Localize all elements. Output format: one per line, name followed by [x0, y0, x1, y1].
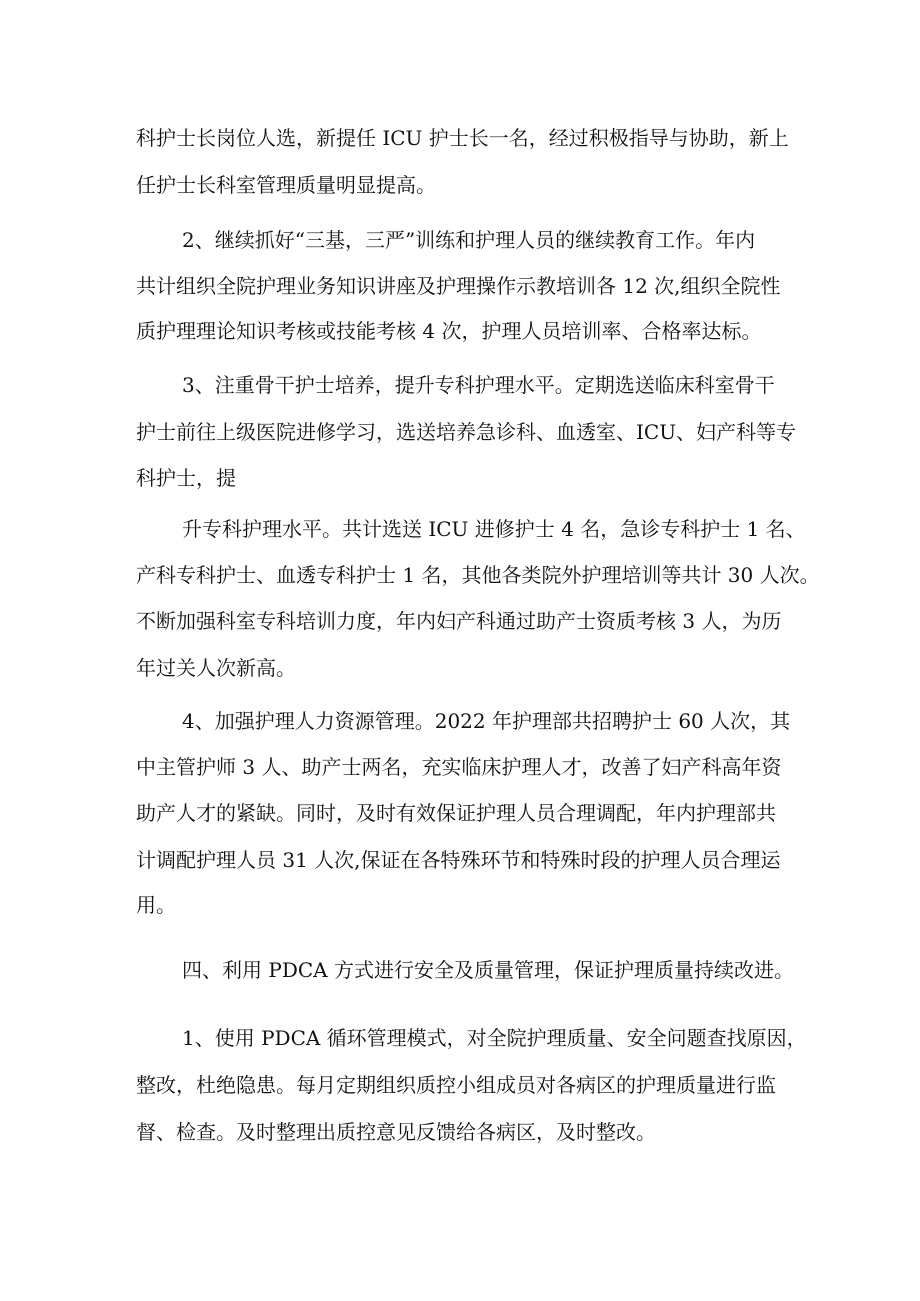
- text-line-21: 督、检查。及时整理出质控意见反馈给各病区，及时整改。: [136, 1120, 656, 1144]
- text-line-12: 年过关人次新高。: [136, 656, 296, 680]
- text-line-10: 产科专科护士、血透专科护士 1 名，其他各类院外护理培训等共计 30 人次。: [136, 563, 820, 587]
- text-line-3: 2、继续抓好“三基，三严”训练和护理人员的继续教育工作。年内: [182, 228, 756, 252]
- text-line-20: 整改，杜绝隐患。每月定期组织质控小组成员对各病区的护理质量进行监: [136, 1073, 776, 1097]
- text-line-14: 中主管护师 3 人、助产士两名，充实临床护理人才，改善了妇产科高年资: [136, 755, 782, 779]
- section-heading: 四、利用 PDCA 方式进行安全及质量管理，保证护理质量持续改进。: [182, 958, 794, 982]
- text-line-9: 升专科护理水平。共计选送 ICU 进修护士 4 名，急诊专科护士 1 名、: [182, 517, 806, 541]
- text-line-11: 不断加强科室专科培训力度，年内妇产科通过助产士资质考核 3 人，为历: [136, 609, 782, 633]
- text-line-7: 护士前往上级医院进修学习，选送培养急诊科、血透室、ICU、妇产科等专: [136, 420, 797, 444]
- text-line-6: 3、注重骨干护士培养，提升专科护理水平。定期选送临床科室骨干: [182, 373, 775, 397]
- text-line-19: 1、使用 PDCA 循环管理模式，对全院护理质量、安全问题查找原因，: [182, 1026, 807, 1050]
- text-line-2: 任护士长科室管理质量明显提高。: [136, 173, 436, 197]
- text-line-13: 4、加强护理人力资源管理。2022 年护理部共招聘护士 60 人次，其: [182, 709, 791, 733]
- text-line-15: 助产人才的紧缺。同时，及时有效保证护理人员合理调配，年内护理部共: [136, 801, 776, 825]
- text-line-4: 共计组织全院护理业务知识讲座及护理操作示教培训各 12 次,组织全院性: [136, 274, 781, 298]
- text-line-8: 科护士，提: [136, 466, 236, 490]
- text-line-1: 科护士长岗位人选，新提任 ICU 护士长一名，经过积极指导与协助，新上: [136, 126, 789, 150]
- text-line-17: 用。: [136, 893, 176, 917]
- text-line-16: 计调配护理人员 31 人次,保证在各特殊环节和特殊时段的护理人员合理运: [136, 848, 781, 872]
- text-line-5: 质护理理论知识考核或技能考核 4 次，护理人员培训率、合格率达标。: [136, 319, 762, 343]
